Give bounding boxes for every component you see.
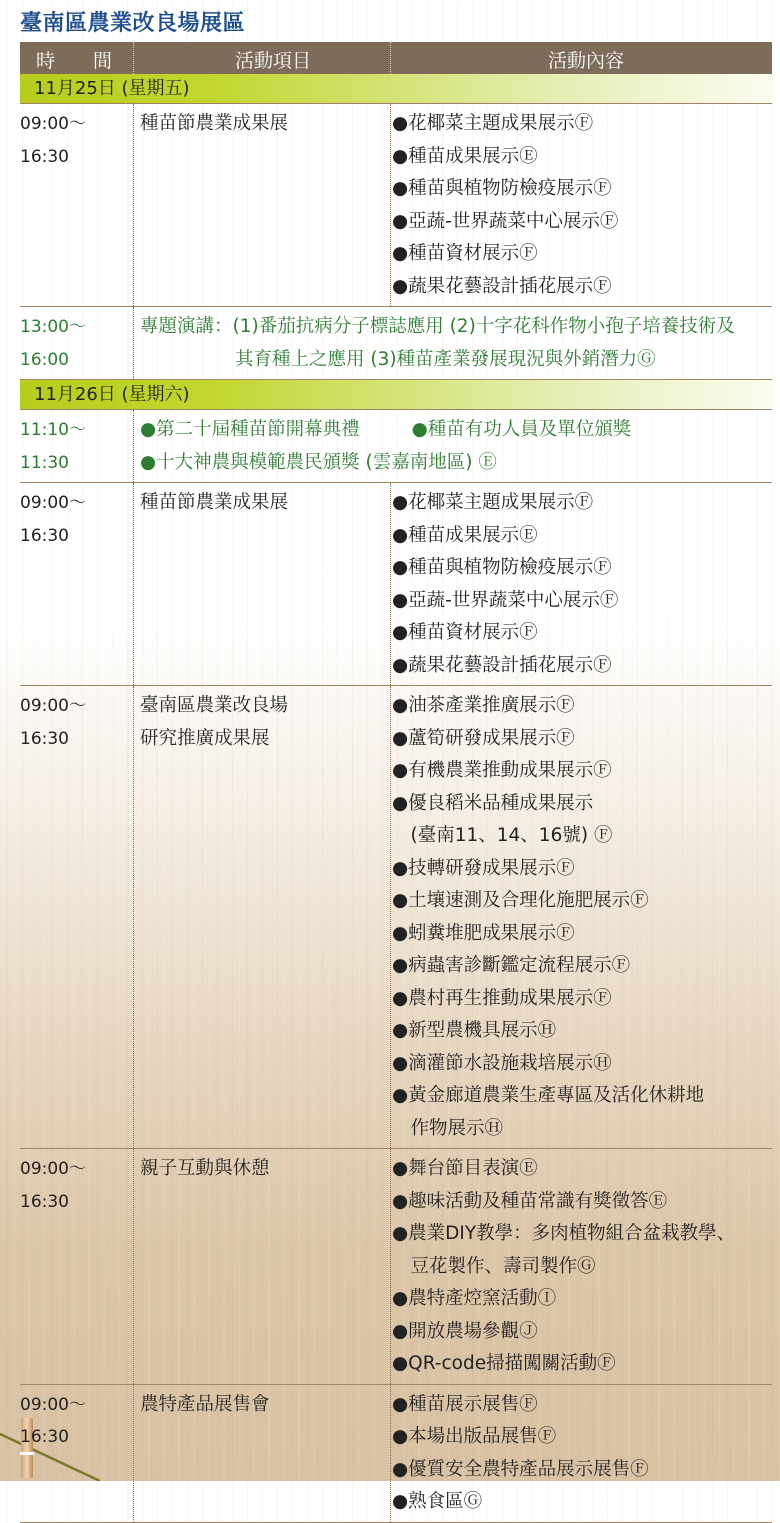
activity-content-item: ●亞蔬-世界蔬菜中心展示Ⓕ (392, 589, 619, 611)
activity-content-item: ●技轉研發成果展示Ⓕ (392, 857, 575, 879)
column-divider (133, 686, 134, 1148)
column-divider (390, 1149, 391, 1384)
column-divider (133, 410, 134, 482)
activity-content-item: ●開放農場參觀Ⓙ (392, 1320, 538, 1342)
activity-content-item: (臺南11、14、16號) Ⓕ (392, 825, 613, 846)
talk-line: 其育種上之應用 (3)種苗產業發展現況與外銷潛力Ⓖ (235, 348, 656, 370)
activity-content-item: ●花椰菜主題成果展示Ⓕ (392, 113, 594, 134)
activity-contents (392, 1153, 735, 1381)
activity-item-line: 研究推廣成果展 (140, 727, 270, 749)
activity-content-item: ●農村再生推動成果展示Ⓕ (392, 987, 612, 1009)
column-divider (390, 42, 391, 74)
row-time: 09:00～16:30 (20, 493, 86, 546)
activity-content-item: ●土壤速測及合理化施肥展示Ⓕ (392, 890, 649, 911)
activity-content-item: ●種苗與植物防檢疫展示Ⓕ (392, 557, 612, 578)
activity-content-item: ●新型農機具展示Ⓗ (392, 1020, 557, 1041)
table-row (20, 1149, 772, 1385)
activity-content-item: ●熟食區Ⓖ (392, 1491, 483, 1512)
activity-content-item: ●農業DIY教學：多肉植物組合盆栽教學、 (392, 1223, 736, 1244)
activity-content-item: ●優質安全農特產品展示展售Ⓕ (392, 1458, 649, 1480)
schedule-table (20, 42, 772, 1523)
date-bar: 11月25日 (星期五) (20, 74, 772, 104)
activity-content-item: ●病蟲害診斷鑑定流程展示Ⓕ (392, 955, 631, 976)
activity-contents (392, 1389, 649, 1519)
ceremony-line (140, 447, 772, 480)
activity-item (140, 1389, 390, 1422)
column-divider (390, 1385, 391, 1522)
activity-content-item: ●種苗展示展售Ⓕ (392, 1393, 538, 1415)
column-divider (133, 483, 134, 685)
activity-content-item: ●蔬果花藝設計插花展示Ⓕ (392, 275, 612, 297)
table-header (20, 42, 772, 74)
activity-content-item: ●優良稻米品種成果展示 (392, 792, 594, 814)
column-divider (133, 104, 134, 306)
activity-content-item: 作物展示Ⓗ (392, 1117, 504, 1139)
activity-content-item: ●亞蔬-世界蔬菜中心展示Ⓕ (392, 210, 619, 232)
activity-item-line: 農特產品展售會 (140, 1393, 270, 1415)
activity-contents (392, 108, 618, 303)
row-time: 09:00～16:30 (20, 1394, 86, 1447)
activity-item (140, 487, 390, 520)
activity-contents (392, 690, 704, 1145)
activity-content-item: ●本場出版品展售Ⓕ (392, 1426, 557, 1447)
activity-item (140, 108, 390, 141)
row-time: 09:00～16:30 (20, 696, 86, 749)
ceremony-item: ●種苗有功人員及單位頒獎 (411, 419, 632, 440)
column-divider (390, 483, 391, 685)
activity-item-line: 種苗節農業成果展 (140, 113, 289, 134)
column-divider (390, 104, 391, 306)
activity-content-item: ●種苗成果展示Ⓔ (392, 524, 538, 546)
activity-content-item: ●滴灌節水設施栽培展示Ⓗ (392, 1052, 612, 1074)
activity-content-item: ●舞台節目表演Ⓔ (392, 1158, 538, 1179)
row-time: 11:10～11:30 (20, 420, 86, 473)
activity-content-item: ●花椰菜主題成果展示Ⓕ (392, 492, 594, 513)
activity-item (140, 690, 390, 755)
talk-topics (140, 311, 772, 376)
activity-content-item: ●黃金廊道農業生產專區及活化休耕地 (392, 1085, 705, 1106)
table-row (20, 686, 772, 1149)
table-row (20, 104, 772, 307)
column-divider (133, 1385, 134, 1522)
activity-item-line: 種苗節農業成果展 (140, 492, 289, 513)
page-title: 臺南區農業改良場展區 (20, 11, 246, 36)
activity-contents (392, 487, 618, 682)
table-row (20, 307, 772, 380)
column-divider (133, 42, 134, 74)
column-divider (133, 1149, 134, 1384)
ceremony-line (140, 414, 772, 447)
column-divider (133, 307, 134, 379)
header-time: 時 間 (36, 50, 113, 72)
ceremony-item: ●第二十屆種苗節開幕典禮 (140, 419, 360, 440)
activity-content-item: ●趣味活動及種苗常識有獎徵答Ⓔ (392, 1190, 668, 1212)
ceremony-item: ●十大神農與模範農民頒獎 (雲嘉南地區) Ⓔ (140, 451, 497, 473)
activity-content-item: ●蔬果花藝設計插花展示Ⓕ (392, 654, 612, 676)
activity-content-item: ●蚓糞堆肥成果展示Ⓕ (392, 922, 575, 944)
row-time: 09:00～16:30 (20, 114, 86, 167)
activity-content-item: ●有機農業推動成果展示Ⓕ (392, 760, 612, 781)
talk-line: 專題演講：(1)番茄抗病分子標誌應用 (2)十字花科作物小孢子培養技術及 (140, 316, 735, 337)
row-time: 09:00～16:30 (20, 1159, 86, 1212)
activity-content-item: ●種苗成果展示Ⓔ (392, 145, 538, 167)
activity-content-item: ●種苗資材展示Ⓕ (392, 243, 538, 264)
activity-content-item: ●種苗與植物防檢疫展示Ⓕ (392, 178, 612, 199)
row-time: 13:00～16:00 (20, 317, 86, 370)
activity-content-item: ●種苗資材展示Ⓕ (392, 622, 538, 643)
activity-content-item: ●QR-code掃描闖關活動Ⓕ (392, 1353, 616, 1374)
activity-item (140, 1153, 390, 1186)
column-divider (390, 686, 391, 1148)
header-content: 活動內容 (548, 50, 625, 72)
activity-item-line: 臺南區農業改良場 (140, 695, 289, 716)
table-row (20, 483, 772, 686)
activity-content-item: 豆花製作、壽司製作Ⓖ (392, 1255, 596, 1277)
ceremony-items (140, 414, 772, 479)
activity-content-item: ●油茶產業推廣展示Ⓕ (392, 695, 575, 716)
header-item: 活動項目 (235, 50, 312, 72)
table-row (20, 1385, 772, 1523)
table-body (20, 74, 772, 1523)
date-bar: 11月26日 (星期六) (20, 380, 772, 410)
activity-content-item: ●農特產焢窯活動Ⓘ (392, 1288, 557, 1309)
table-row (20, 410, 772, 483)
activity-content-item: ●蘆筍研發成果展示Ⓕ (392, 727, 575, 749)
activity-item-line: 親子互動與休憩 (140, 1158, 270, 1179)
